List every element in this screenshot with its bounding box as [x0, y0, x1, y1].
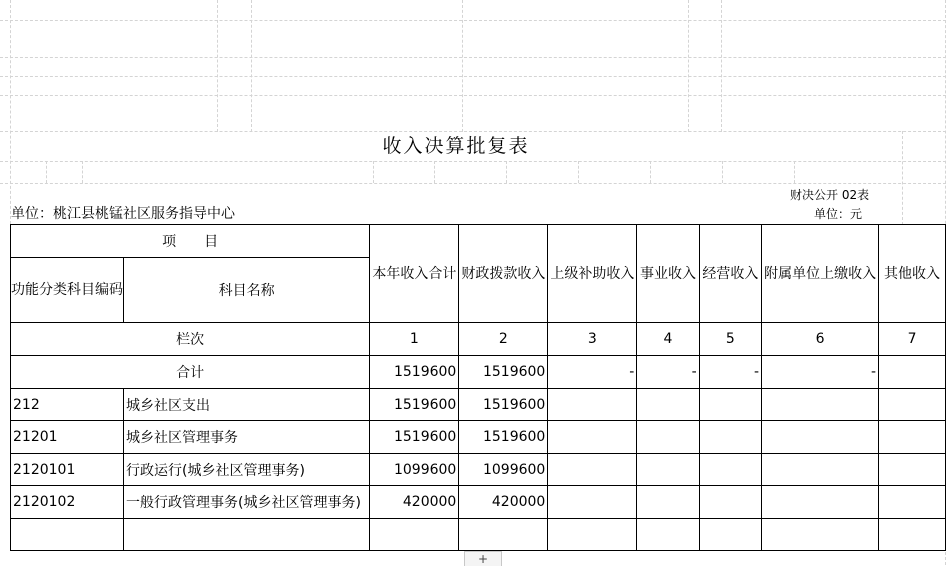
row-cell[interactable]: 1519600: [459, 421, 548, 454]
row-code[interactable]: 2120102: [11, 486, 124, 519]
total-cell[interactable]: -: [762, 356, 879, 389]
row-cell[interactable]: [548, 454, 637, 486]
form-code: 财决公开 02表: [790, 188, 870, 202]
total-cell[interactable]: [879, 356, 946, 389]
col-number-7[interactable]: 7: [879, 323, 946, 356]
row-code[interactable]: 2120101: [11, 454, 124, 486]
row-cell[interactable]: [548, 421, 637, 454]
total-row: [11, 356, 946, 389]
table-row: [11, 389, 946, 421]
header-col-2[interactable]: 财政拨款收入: [459, 225, 548, 323]
row-cell[interactable]: [637, 454, 699, 486]
header-col-7[interactable]: 其他收入: [879, 225, 946, 323]
row-cell[interactable]: [879, 421, 946, 454]
table-row: [11, 421, 946, 454]
row-cell[interactable]: 1519600: [370, 389, 459, 421]
row-cell[interactable]: [548, 389, 637, 421]
total-cell[interactable]: -: [637, 356, 699, 389]
row-cell[interactable]: 1099600: [370, 454, 459, 486]
organization-unit: 单位：桃江县桃锰社区服务指导中心: [11, 206, 235, 222]
currency-unit: 单位：元: [814, 207, 863, 221]
header-col-3[interactable]: 上级补助收入: [548, 225, 637, 323]
row-code[interactable]: [11, 519, 124, 551]
row-cell[interactable]: [637, 519, 699, 551]
row-code[interactable]: 21201: [11, 421, 124, 454]
report-title: 收入决算批复表: [382, 135, 530, 157]
row-cell[interactable]: 1099600: [459, 454, 548, 486]
row-cell[interactable]: [459, 519, 548, 551]
header-item[interactable]: 项 目: [11, 225, 370, 258]
row-code[interactable]: 212: [11, 389, 124, 421]
col-number-3[interactable]: 3: [548, 323, 637, 356]
table-row: [11, 519, 946, 551]
row-cell[interactable]: 1519600: [370, 421, 459, 454]
row-cell[interactable]: [762, 486, 879, 519]
row-cell[interactable]: [762, 389, 879, 421]
col-number-2[interactable]: 2: [459, 323, 548, 356]
row-cell[interactable]: 420000: [370, 486, 459, 519]
table-row: [11, 454, 946, 486]
col-number-5[interactable]: 5: [699, 323, 761, 356]
row-name[interactable]: [124, 519, 370, 551]
header-col-5[interactable]: 经营收入: [699, 225, 761, 323]
row-name[interactable]: 城乡社区管理事务: [124, 421, 370, 454]
total-cell[interactable]: 1519600: [370, 356, 459, 389]
row-cell[interactable]: [699, 421, 761, 454]
header-func-code[interactable]: 功能分类科目编码: [11, 258, 124, 323]
row-cell[interactable]: [879, 389, 946, 421]
col-number-4[interactable]: 4: [637, 323, 699, 356]
table-row: [11, 486, 946, 519]
row-cell[interactable]: [637, 421, 699, 454]
row-cell[interactable]: [370, 519, 459, 551]
col-number-1[interactable]: 1: [370, 323, 459, 356]
header-subject-name[interactable]: 科目名称: [124, 258, 370, 323]
row-cell[interactable]: 1519600: [459, 389, 548, 421]
row-cell[interactable]: [548, 519, 637, 551]
row-cell[interactable]: [637, 486, 699, 519]
row-cell[interactable]: [879, 519, 946, 551]
header-lanci[interactable]: 栏次: [11, 323, 370, 356]
row-cell[interactable]: [762, 421, 879, 454]
total-label[interactable]: 合计: [11, 356, 370, 389]
header-col-1[interactable]: 本年收入合计: [370, 225, 459, 323]
header-col-4[interactable]: 事业收入: [637, 225, 699, 323]
row-cell[interactable]: [699, 486, 761, 519]
row-name[interactable]: 行政运行(城乡社区管理事务): [124, 454, 370, 486]
total-cell[interactable]: 1519600: [459, 356, 548, 389]
row-cell[interactable]: 420000: [459, 486, 548, 519]
income-table: [10, 224, 946, 551]
row-cell[interactable]: [699, 389, 761, 421]
row-name[interactable]: 一般行政管理事务(城乡社区管理事务): [124, 486, 370, 519]
row-cell[interactable]: [762, 519, 879, 551]
row-cell[interactable]: [762, 454, 879, 486]
col-number-6[interactable]: 6: [762, 323, 879, 356]
row-cell[interactable]: [699, 454, 761, 486]
total-cell[interactable]: -: [548, 356, 637, 389]
add-sheet-button[interactable]: +: [464, 551, 502, 566]
row-name[interactable]: 城乡社区支出: [124, 389, 370, 421]
row-cell[interactable]: [637, 389, 699, 421]
row-cell[interactable]: [879, 486, 946, 519]
row-cell[interactable]: [699, 519, 761, 551]
row-cell[interactable]: [548, 486, 637, 519]
row-cell[interactable]: [879, 454, 946, 486]
header-col-6[interactable]: 附属单位上缴收入: [762, 225, 879, 323]
total-cell[interactable]: -: [699, 356, 761, 389]
